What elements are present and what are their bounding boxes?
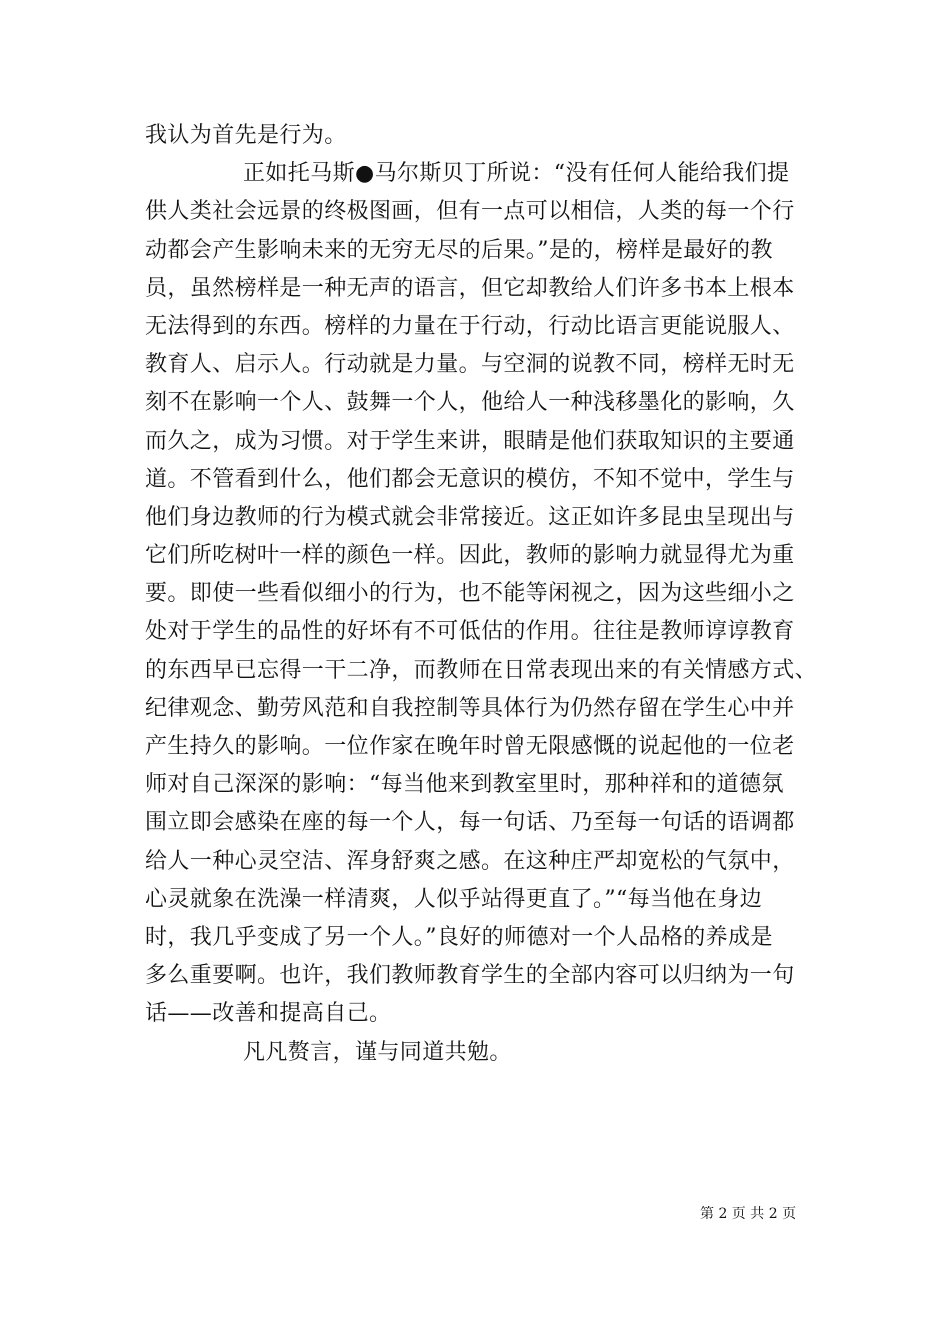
text-line: 我认为首先是行为。 (145, 123, 347, 148)
text-line: 师对自己深深的影响：“每当他来到教室里时，那种祥和的道德氛 (145, 772, 784, 798)
text-line: 而久之，成为习惯。对于学生来讲，眼睛是他们获取知识的主要通 (145, 428, 795, 454)
body-text (145, 117, 818, 1072)
text-line: 给人一种心灵空洁、浑身舒爽之感。在这种庄严却宽松的气氛中， (145, 848, 795, 874)
text-line: 动都会产生影响未来的无穷无尽的后果。”是的，榜样是最好的教 (145, 237, 773, 263)
text-line: 它们所吃树叶一样的颜色一样。因此，教师的影响力就显得尤为重 (145, 543, 795, 569)
text-line: 多么重要啊。也许，我们教师教育学生的全部内容可以归纳为一句 (145, 963, 795, 989)
closing-line: 凡凡赘言，谨与同道共勉。 (243, 1039, 512, 1065)
text-line: 时，我几乎变成了另一个人。”良好的师德对一个人品格的养成是 (145, 924, 773, 950)
text-line: 的东西早已忘得一干二净，而教师在日常表现出来的有关情感方式、 (145, 657, 818, 683)
text-line: 道。不管看到什么，他们都会无意识的模仿，不知不觉中，学生与 (145, 466, 795, 492)
page-number: 第 2 页 共 2 页 (700, 1206, 797, 1222)
text-line: 要。即使一些看似细小的行为，也不能等闲视之，因为这些细小之 (145, 581, 795, 607)
paragraph-start-line: 正如托马斯●马尔斯贝丁所说：“没有任何人能给我们提 (243, 161, 790, 187)
text-line: 教育人、启示人。行动就是力量。与空洞的说教不同，榜样无时无 (145, 352, 795, 378)
text-line: 他们身边教师的行为模式就会非常接近。这正如许多昆虫呈现出与 (145, 504, 795, 530)
text-line: 供人类社会远景的终极图画，但有一点可以相信，人类的每一个行 (145, 199, 795, 225)
text-line: 围立即会感染在座的每一个人，每一句话、乃至每一句话的语调都 (145, 810, 795, 836)
text-line: 话——改善和提高自己。 (145, 1001, 392, 1027)
text-line: 员，虽然榜样是一种无声的语言，但它却教给人们许多书本上根本 (145, 275, 795, 301)
text-line: 处对于学生的品性的好坏有不可低估的作用。往往是教师谆谆教育 (145, 619, 795, 645)
text-line: 无法得到的东西。榜样的力量在于行动，行动比语言更能说服人、 (145, 313, 795, 339)
text-line: 产生持久的影响。一位作家在晚年时曾无限感慨的说起他的一位老 (145, 734, 795, 759)
text-line: 刻不在影响一个人、鼓舞一个人，他给人一种浅移墨化的影响，久 (145, 390, 795, 416)
text-line: 纪律观念、勤劳风范和自我控制等具体行为仍然存留在学生心中并 (145, 695, 795, 721)
text-line: 心灵就象在洗澡一样清爽，人似乎站得更直了。”“每当他在身边 (145, 886, 763, 912)
